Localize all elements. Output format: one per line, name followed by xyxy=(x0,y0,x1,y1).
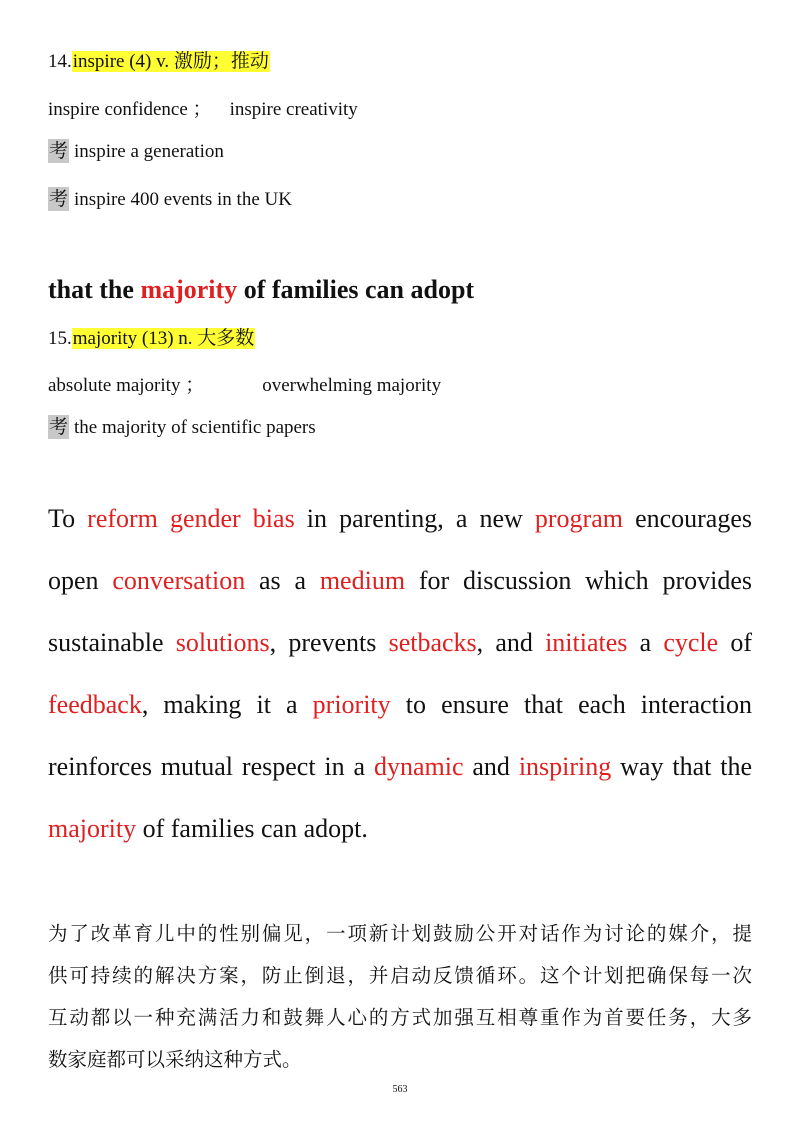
keyword-span: medium xyxy=(319,566,406,595)
exam-example-text: inspire 400 events in the UK xyxy=(74,189,292,210)
keyword-span: priority xyxy=(312,690,391,719)
text-span: , making it a xyxy=(141,690,313,719)
entry-15-number: 15. xyxy=(48,328,72,349)
paragraph-line xyxy=(48,488,752,550)
translation-line: 数家庭都可以采纳这种方式。 xyxy=(48,1048,302,1071)
sentence-after: of families can adopt xyxy=(243,275,475,304)
keyword-span: reform gender bias xyxy=(87,504,295,533)
text-span: open xyxy=(48,566,113,595)
text-span: , prevents xyxy=(269,628,389,657)
keyword-span: solutions xyxy=(175,628,270,657)
text-span: , and xyxy=(476,628,546,657)
entry-14-exam-example xyxy=(48,139,224,165)
collocation: inspire confidence ； xyxy=(48,99,212,120)
entry-15-heading xyxy=(48,326,255,352)
keyword-span: cycle xyxy=(663,628,719,657)
text-span: sustainable xyxy=(48,628,176,657)
translation-line: 供可持续的解决方案，防止倒退，并启动反馈循环。这个计划把确保每一次 xyxy=(48,964,752,987)
text-span: for discussion which provides xyxy=(405,566,753,595)
keyword-span: setbacks xyxy=(388,628,477,657)
keyword-span: initiates xyxy=(545,628,628,657)
entry-14-number: 14. xyxy=(48,51,72,72)
text-span: To xyxy=(48,504,88,533)
collocation: overwhelming majority xyxy=(262,375,442,396)
entry-15-headword: majority (13) n. 大多数 xyxy=(72,328,255,349)
exam-marker-badge: 考 xyxy=(49,140,69,162)
paragraph-line xyxy=(48,736,752,798)
collocation: inspire creativity xyxy=(229,99,358,120)
keyword-span: feedback xyxy=(48,690,142,719)
translation-line: 为了改革育儿中的性别偏见，一项新计划鼓励公开对话作为讨论的媒介，提 xyxy=(48,922,752,945)
page-number: 563 xyxy=(392,1084,408,1095)
text-span: way that the xyxy=(611,752,752,781)
translation-line: 互动都以一种充满活力和鼓舞人心的方式加强互相尊重作为首要任务，大多 xyxy=(48,1006,752,1029)
entry-14-collocations xyxy=(48,97,358,123)
entry-15-exam-example xyxy=(48,415,316,441)
entry-14-headword: inspire (4) v. 激励；推动 xyxy=(72,51,269,72)
entry-15-collocations xyxy=(48,373,441,399)
text-span: encourages xyxy=(622,504,753,533)
text-span: and xyxy=(463,752,519,781)
text-span: to ensure that each interaction xyxy=(390,690,752,719)
text-span: of xyxy=(718,628,752,657)
exam-example-text: inspire a generation xyxy=(74,141,224,162)
paragraph-line xyxy=(48,674,752,736)
entry-14-exam-example xyxy=(48,187,292,213)
keyword-span: dynamic xyxy=(373,752,464,781)
keyword-span: inspiring xyxy=(518,752,612,781)
text-span: of families can adopt. xyxy=(136,814,368,843)
collocation: absolute majority ； xyxy=(48,375,205,396)
keyword-span: conversation xyxy=(112,566,246,595)
paragraph-line xyxy=(48,550,752,612)
text-span: a xyxy=(627,628,664,657)
paragraph-line xyxy=(48,612,752,674)
exam-marker-badge: 考 xyxy=(49,188,69,210)
exam-marker-badge: 考 xyxy=(49,416,69,438)
text-span: reinforces mutual respect in a xyxy=(48,752,374,781)
sentence-heading xyxy=(48,272,474,308)
sentence-before: that the xyxy=(48,275,134,304)
keyword-span: program xyxy=(534,504,623,533)
paragraph-line xyxy=(48,798,752,860)
sentence-keyword: majority xyxy=(140,275,238,304)
text-span: as a xyxy=(245,566,320,595)
exam-example-text: the majority of scientific papers xyxy=(74,417,316,438)
keyword-span: majority xyxy=(48,814,137,843)
text-span: in parenting, a new xyxy=(294,504,535,533)
entry-14-heading xyxy=(48,49,270,75)
